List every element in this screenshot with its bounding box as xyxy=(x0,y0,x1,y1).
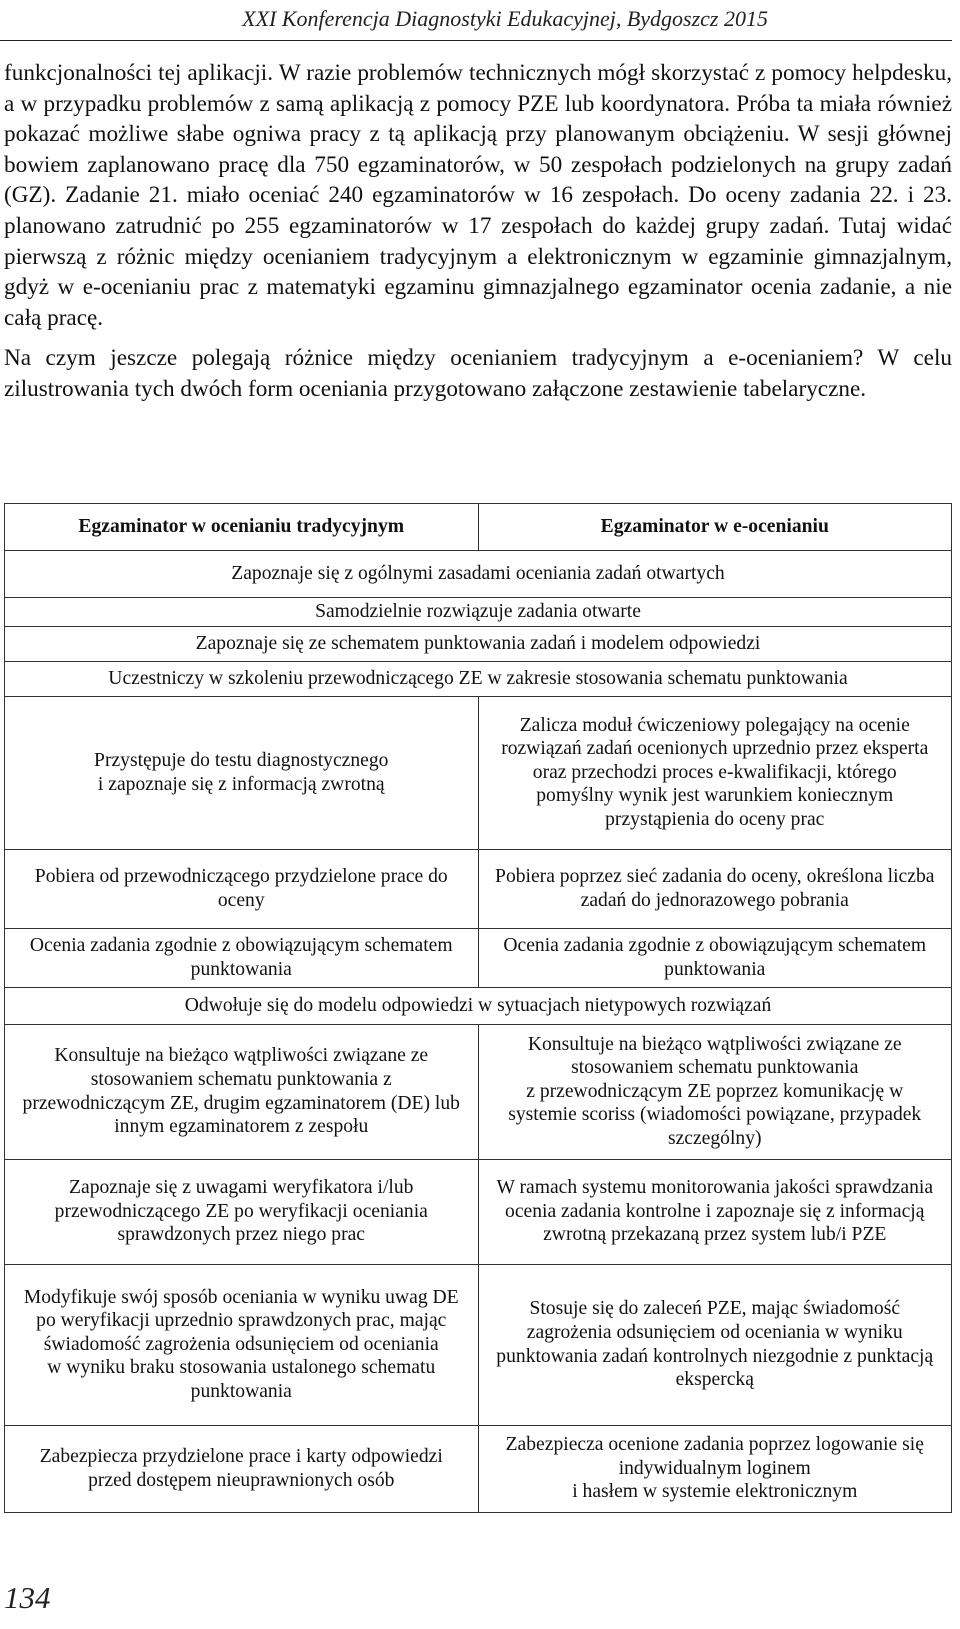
table-row xyxy=(5,696,952,849)
table-row xyxy=(5,661,952,696)
table-cell-electronic: Pobiera poprzez sieć zadania do oceny, określona liczba zadań do jednorazowego pobrania xyxy=(478,849,952,928)
table-cell-electronic: Zabezpiecza ocenione zadania poprzez logowanie się indywidualnym loginem i hasłem w systemie elektronicznym xyxy=(478,1425,952,1512)
table-cell-shared: Zapoznaje się ze schematem punktowania zadań i modelem odpowiedzi xyxy=(5,626,952,661)
table-cell-electronic: Ocenia zadania zgodnie z obowiązującym schematem punktowania xyxy=(478,928,952,987)
table-row xyxy=(5,1159,952,1264)
paragraph: funkcjonalności tej aplikacji. W razie problemów technicznych mógł skorzystać z pomocy helpdesku, a w przypadku problemów z samą aplikacją z pomocy PZE lub koordynatora. Próba ta miała również pokazać możliwe słabe ogniwa pracy z tą aplikacją przy planowanym obciążeniu. W sesji głównej bowiem zaplanowano pracę dla 750 egzaminatorów, w 50 zespołach podzielonych na grupy zadań (GZ). Zadanie 21. miało oceniać 240 egzaminatorów w 16 zespołach. Do oceny zadania 22. i 23. planowano zatrudnić po 255 egzaminatorów w 17 zespołach do każdej grupy zadań. Tutaj widać pierwszą z różnic między ocenianiem tradycyjnym a elektronicznym w egzaminie gimnazjalnym, gdyż w e-ocenianiu prac z matematyki egzaminu gimnazjalnego egzaminator ocenia zadanie, a nie całą pracę. xyxy=(4,60,952,331)
table-cell-traditional: Zapoznaje się z uwagami weryfikatora i/lub przewodniczącego ZE po weryfikacji oceniania sprawdzonych przez niego prac xyxy=(5,1159,479,1264)
table-cell-traditional: Modyfikuje swój sposób oceniania w wyniku uwag DE po weryfikacji uprzednio sprawdzonych prac, mając świadomość zagrożenia odsunięciem od oceniania w wyniku braku stosowania ustalonego schematu punktowania xyxy=(5,1264,479,1425)
table-cell-shared: Odwołuje się do modelu odpowiedzi w sytuacjach nietypowych rozwiązań xyxy=(5,987,952,1024)
table-cell-traditional: Przystępuje do testu diagnostycznego i zapoznaje się z informacją zwrotną xyxy=(5,696,479,849)
page-number: 134 xyxy=(4,1580,51,1615)
paragraph: Na czym jeszcze polegają różnice między ocenianiem tradycyjnym a e-ocenianiem? W celu zilustrowania tych dwóch form oceniania przygotowano załączone zestawienie tabelaryczne. xyxy=(4,345,952,402)
body-text xyxy=(4,58,952,405)
column-header-traditional: Egzaminator w ocenianiu tradycyjnym xyxy=(5,504,479,551)
table-cell-traditional: Pobiera od przewodniczącego przydzielone prace do oceny xyxy=(5,849,479,928)
column-header-electronic: Egzaminator w e-ocenianiu xyxy=(478,504,952,551)
table-cell-traditional: Konsultuje na bieżąco wątpliwości związane ze stosowaniem schematu punktowania z przewodniczącym ZE, drugim egzaminatorem (DE) lub innym egzaminatorem z zespołu xyxy=(5,1024,479,1159)
table-header-row xyxy=(5,504,952,551)
running-header xyxy=(0,2,952,41)
table-cell-traditional: Ocenia zadania zgodnie z obowiązującym schematem punktowania xyxy=(5,928,479,987)
conference-title: XXI Konferencja Diagnostyki Edukacyjnej, Bydgoszcz 2015 xyxy=(242,6,768,31)
table-row xyxy=(5,1024,952,1159)
table-row xyxy=(5,849,952,928)
table-cell-traditional: Zabezpiecza przydzielone prace i karty odpowiedzi przed dostępem nieuprawnionych osób xyxy=(5,1425,479,1512)
table-cell-electronic: W ramach systemu monitorowania jakości sprawdzania ocenia zadania kontrolne i zapoznaje się z informacją zwrotną przekazaną przez system lub/i PZE xyxy=(478,1159,952,1264)
comparison-table xyxy=(4,503,952,1513)
table-cell-shared: Samodzielnie rozwiązuje zadania otwarte xyxy=(5,598,952,627)
table-cell-electronic: Zalicza moduł ćwiczeniowy polegający na ocenie rozwiązań zadań ocenionych uprzednio przez eksperta oraz przechodzi proces e-kwalifikacji, którego pomyślny wynik jest warunkiem koniecznym przystąpienia do oceny prac xyxy=(478,696,952,849)
table-cell-electronic: Stosuje się do zaleceń PZE, mając świadomość zagrożenia odsunięciem od oceniania w wyniku punktowania zadań kontrolnych niezgodnie z punktacją ekspercką xyxy=(478,1264,952,1425)
table-row xyxy=(5,987,952,1024)
table-row xyxy=(5,1264,952,1425)
table-row xyxy=(5,626,952,661)
table-row xyxy=(5,598,952,627)
table-cell-shared: Zapoznaje się z ogólnymi zasadami oceniania zadań otwartych xyxy=(5,551,952,598)
table-row xyxy=(5,928,952,987)
table-row xyxy=(5,551,952,598)
table-cell-electronic: Konsultuje na bieżąco wątpliwości związane ze stosowaniem schematu punktowania z przewodniczącym ZE poprzez komunikację w systemie scoriss (wiadomości powiązane, przypadek szczególny) xyxy=(478,1024,952,1159)
table-cell-shared: Uczestniczy w szkoleniu przewodniczącego ZE w zakresie stosowania schematu punktowania xyxy=(5,661,952,696)
table-row xyxy=(5,1425,952,1512)
